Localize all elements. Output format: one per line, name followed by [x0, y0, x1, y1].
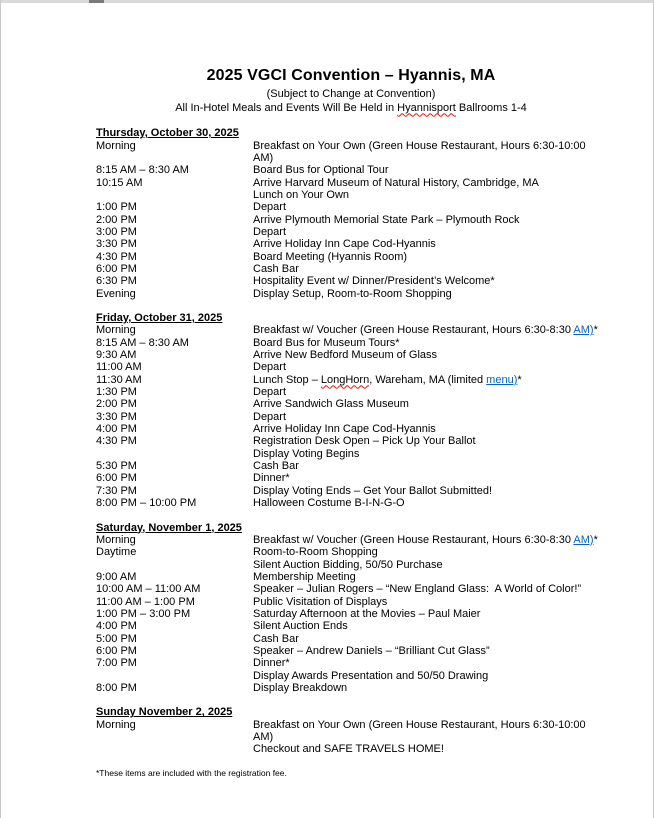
text-segment: Arrive Holiday Inn Cape Cod-Hyannis — [253, 238, 436, 251]
schedule-row — [96, 361, 606, 373]
event-description — [253, 485, 606, 497]
text-segment: Speaker – Andrew Daniels – “Brilliant Cut Glass” — [253, 644, 490, 657]
text-segment: Cash Bar — [253, 262, 299, 275]
venue-note-pre: All In-Hotel Meals and Events Will Be Held in — [175, 101, 398, 114]
schedule-row — [96, 374, 606, 386]
event-description — [253, 460, 606, 472]
venue-note-post: Ballrooms 1-4 — [455, 101, 527, 114]
time-cell: 8:00 PM — [96, 681, 137, 694]
event-description — [253, 497, 606, 509]
event-description — [253, 534, 606, 546]
schedule-row — [96, 435, 606, 447]
text-segment: Membership Meeting — [253, 570, 356, 583]
event-description — [253, 337, 606, 349]
day-heading: Thursday, October 30, 2025 — [96, 127, 239, 140]
event-description — [253, 238, 606, 250]
event-description — [253, 324, 606, 336]
text-segment: Cash Bar — [253, 632, 299, 645]
time-cell: 8:15 AM – 8:30 AM — [96, 336, 189, 349]
text-segment: Display Voting Begins — [253, 447, 360, 460]
hyperlink[interactable]: menu) — [486, 373, 518, 386]
day-heading: Saturday, November 1, 2025 — [96, 521, 242, 534]
schedule-row — [96, 226, 606, 238]
schedule-row — [96, 633, 606, 645]
schedule-row — [96, 263, 606, 275]
text-segment: Silent Auction Bidding, 50/50 Purchase — [253, 558, 443, 571]
time-cell: Morning — [96, 324, 136, 337]
time-cell: 7:00 PM — [96, 657, 137, 670]
text-segment: Speaker – Julian Rogers – “New England Glass: A World of Color!” — [253, 583, 582, 596]
time-cell: 4:00 PM — [96, 423, 137, 436]
text-segment: Arrive Harvard Museum of Natural History, Cambridge, MA — [253, 176, 539, 189]
time-cell: 10:00 AM – 11:00 AM — [96, 583, 201, 596]
schedule-row — [96, 583, 606, 595]
text-segment: Display Awards Presentation and 50/50 Drawing — [253, 669, 489, 682]
time-cell: 11:00 AM – 1:00 PM — [96, 595, 195, 608]
schedule-row — [96, 682, 606, 694]
time-cell: 2:00 PM — [96, 398, 137, 411]
text-segment: Room-to-Room Shopping — [253, 546, 378, 559]
schedule-sections — [96, 127, 606, 756]
text-segment: , Wareham, MA (limited — [369, 373, 487, 386]
event-description — [253, 411, 606, 423]
subtitle: (Subject to Change at Convention) — [266, 88, 436, 100]
text-segment: Cash Bar — [253, 460, 299, 473]
time-cell: 10:15 AM — [96, 176, 143, 189]
text-segment: Hospitality Event w/ Dinner/President’s Welcome* — [253, 275, 495, 288]
schedule-row — [96, 164, 606, 176]
footnote: *These items are included with the registration fee. — [96, 767, 287, 778]
event-description — [253, 275, 606, 287]
schedule-row — [96, 386, 606, 398]
text-segment: Display Breakdown — [253, 681, 348, 694]
misspelled-word: LongHorn — [320, 373, 370, 386]
time-cell: 1:00 PM – 3:00 PM — [96, 607, 191, 620]
time-cell: 4:30 PM — [96, 435, 137, 448]
text-segment: Board Bus for Optional Tour — [253, 164, 389, 177]
text-segment: Display Setup, Room-to-Room Shopping — [253, 287, 452, 300]
day-section — [96, 522, 606, 695]
schedule-row — [96, 743, 606, 755]
schedule-row — [96, 608, 606, 620]
schedule-row — [96, 189, 606, 201]
event-description — [253, 559, 606, 571]
event-description — [253, 448, 606, 460]
page-title: 2025 VGCI Convention – Hyannis, MA — [206, 67, 496, 84]
text-segment: Depart — [253, 386, 287, 399]
schedule-row — [96, 497, 606, 509]
event-description — [253, 361, 606, 373]
text-segment: Board Meeting (Hyannis Room) — [253, 250, 408, 263]
time-cell: 11:00 AM — [96, 361, 142, 374]
text-segment: Silent Auction Ends — [253, 620, 348, 633]
hyperlink[interactable]: AM) — [573, 324, 594, 337]
event-description — [253, 398, 606, 410]
time-cell: Morning — [96, 718, 136, 731]
time-cell: Evening — [96, 287, 136, 300]
event-description — [253, 546, 606, 558]
event-description — [253, 177, 606, 189]
event-description — [253, 633, 606, 645]
schedule-row — [96, 337, 606, 349]
day-section — [96, 312, 606, 510]
time-cell: 8:00 PM – 10:00 PM — [96, 497, 197, 510]
time-cell: 11:30 AM — [96, 373, 142, 386]
event-description — [253, 263, 606, 275]
text-segment: Arrive Sandwich Glass Museum — [253, 398, 409, 411]
schedule-row — [96, 201, 606, 213]
text-segment: Dinner* — [253, 472, 290, 485]
event-description — [253, 435, 606, 447]
schedule-row — [96, 251, 606, 263]
schedule-row — [96, 546, 606, 558]
schedule-row — [96, 448, 606, 460]
text-segment: Lunch on Your Own — [253, 188, 350, 201]
schedule-row — [96, 571, 606, 583]
text-segment: Arrive Holiday Inn Cape Cod-Hyannis — [253, 423, 436, 436]
event-description — [253, 288, 606, 300]
time-cell: 6:00 PM — [96, 644, 137, 657]
time-cell: 8:15 AM – 8:30 AM — [96, 164, 189, 177]
event-description — [253, 140, 606, 165]
event-description — [253, 189, 606, 201]
day-section — [96, 127, 606, 300]
text-segment: Saturday Afternoon at the Movies – Paul Maier — [253, 607, 481, 620]
time-cell — [96, 559, 253, 571]
schedule-row — [96, 472, 606, 484]
time-cell — [96, 743, 253, 755]
hyperlink[interactable]: AM) — [573, 533, 594, 546]
event-description — [253, 472, 606, 484]
time-cell: Morning — [96, 533, 136, 546]
schedule-row — [96, 485, 606, 497]
day-section — [96, 706, 606, 755]
event-description — [253, 349, 606, 361]
schedule-row — [96, 411, 606, 423]
time-cell — [96, 448, 253, 460]
time-cell: 7:30 PM — [96, 484, 137, 497]
document-body — [96, 66, 606, 778]
schedule-row — [96, 645, 606, 657]
time-cell: 5:00 PM — [96, 632, 137, 645]
text-segment: Depart — [253, 225, 287, 238]
event-description — [253, 596, 606, 608]
text-segment: Breakfast w/ Voucher (Green House Restaurant, Hours 6:30-8:30 — [253, 324, 574, 337]
event-description — [253, 743, 606, 755]
time-cell: 2:00 PM — [96, 213, 137, 226]
text-segment: * — [517, 373, 522, 386]
event-description — [253, 620, 606, 632]
schedule-row — [96, 177, 606, 189]
text-segment: Arrive New Bedford Museum of Glass — [253, 349, 438, 362]
time-cell: 9:30 AM — [96, 349, 137, 362]
event-description — [253, 719, 606, 744]
schedule-row — [96, 423, 606, 435]
event-description — [253, 608, 606, 620]
text-segment: Halloween Costume B-I-N-G-O — [253, 497, 405, 510]
event-description — [253, 682, 606, 694]
event-description — [253, 386, 606, 398]
schedule-row — [96, 559, 606, 571]
time-cell: 3:30 PM — [96, 410, 137, 423]
schedule-row — [96, 657, 606, 669]
schedule-row — [96, 398, 606, 410]
text-segment: Depart — [253, 201, 287, 214]
time-cell: 4:00 PM — [96, 620, 137, 633]
schedule-row — [96, 534, 606, 546]
time-cell: 3:00 PM — [96, 225, 137, 238]
time-cell: 9:00 AM — [96, 570, 137, 583]
event-description — [253, 657, 606, 669]
text-segment: Breakfast on Your Own (Green House Restaurant, Hours 6:30-10:00 AM) — [253, 139, 589, 164]
venue-note — [96, 102, 606, 116]
schedule-row — [96, 349, 606, 361]
time-cell — [96, 670, 253, 682]
time-cell: Daytime — [96, 546, 137, 559]
schedule-row — [96, 140, 606, 165]
event-description — [253, 164, 606, 176]
time-cell — [96, 189, 253, 201]
time-cell: 6:30 PM — [96, 275, 137, 288]
time-cell: 6:00 PM — [96, 262, 137, 275]
schedule-row — [96, 670, 606, 682]
schedule-row — [96, 324, 606, 336]
day-heading: Friday, October 31, 2025 — [96, 312, 223, 324]
schedule-row — [96, 719, 606, 744]
text-segment: Breakfast on Your Own (Green House Restaurant, Hours 6:30-10:00 AM) — [253, 718, 589, 743]
document-header — [96, 66, 606, 115]
text-segment: Depart — [253, 410, 287, 423]
text-segment: Public Visitation of Displays — [253, 595, 388, 608]
event-description — [253, 374, 606, 386]
event-description — [253, 583, 606, 595]
text-segment: Arrive Plymouth Memorial State Park – Plymouth Rock — [253, 213, 520, 226]
time-cell: 4:30 PM — [96, 250, 137, 263]
event-description — [253, 214, 606, 226]
text-segment: Dinner* — [253, 657, 290, 670]
time-cell: 5:30 PM — [96, 460, 137, 473]
time-cell: 3:30 PM — [96, 238, 137, 251]
text-segment: Depart — [253, 361, 287, 374]
schedule-row — [96, 238, 606, 250]
event-description — [253, 423, 606, 435]
day-heading: Sunday November 2, 2025 — [96, 706, 233, 719]
viewer-top-edge — [1, 0, 653, 3]
schedule-row — [96, 460, 606, 472]
misspelled-word: Hyannisport — [397, 101, 456, 114]
schedule-row — [96, 275, 606, 287]
event-description — [253, 251, 606, 263]
text-segment: Lunch Stop – — [253, 373, 321, 386]
text-segment: * — [593, 324, 598, 337]
text-segment: Board Bus for Museum Tours* — [253, 336, 400, 349]
event-description — [253, 201, 606, 213]
text-segment: Display Voting Ends – Get Your Ballot Submitted! — [253, 484, 493, 497]
schedule-row — [96, 214, 606, 226]
time-cell: 1:00 PM — [96, 201, 137, 214]
schedule-row — [96, 288, 606, 300]
schedule-row — [96, 596, 606, 608]
text-segment: Checkout and SAFE TRAVELS HOME! — [253, 743, 444, 756]
text-segment: Registration Desk Open – Pick Up Your Ballot — [253, 435, 476, 448]
text-segment: * — [593, 533, 598, 546]
event-description — [253, 571, 606, 583]
event-description — [253, 670, 606, 682]
text-segment: Breakfast w/ Voucher (Green House Restaurant, Hours 6:30-8:30 — [253, 533, 574, 546]
event-description — [253, 645, 606, 657]
event-description — [253, 226, 606, 238]
viewer-top-edge-mark — [89, 0, 104, 3]
schedule-row — [96, 620, 606, 632]
time-cell: 6:00 PM — [96, 472, 137, 485]
time-cell: 1:30 PM — [96, 386, 137, 399]
time-cell: Morning — [96, 139, 136, 152]
